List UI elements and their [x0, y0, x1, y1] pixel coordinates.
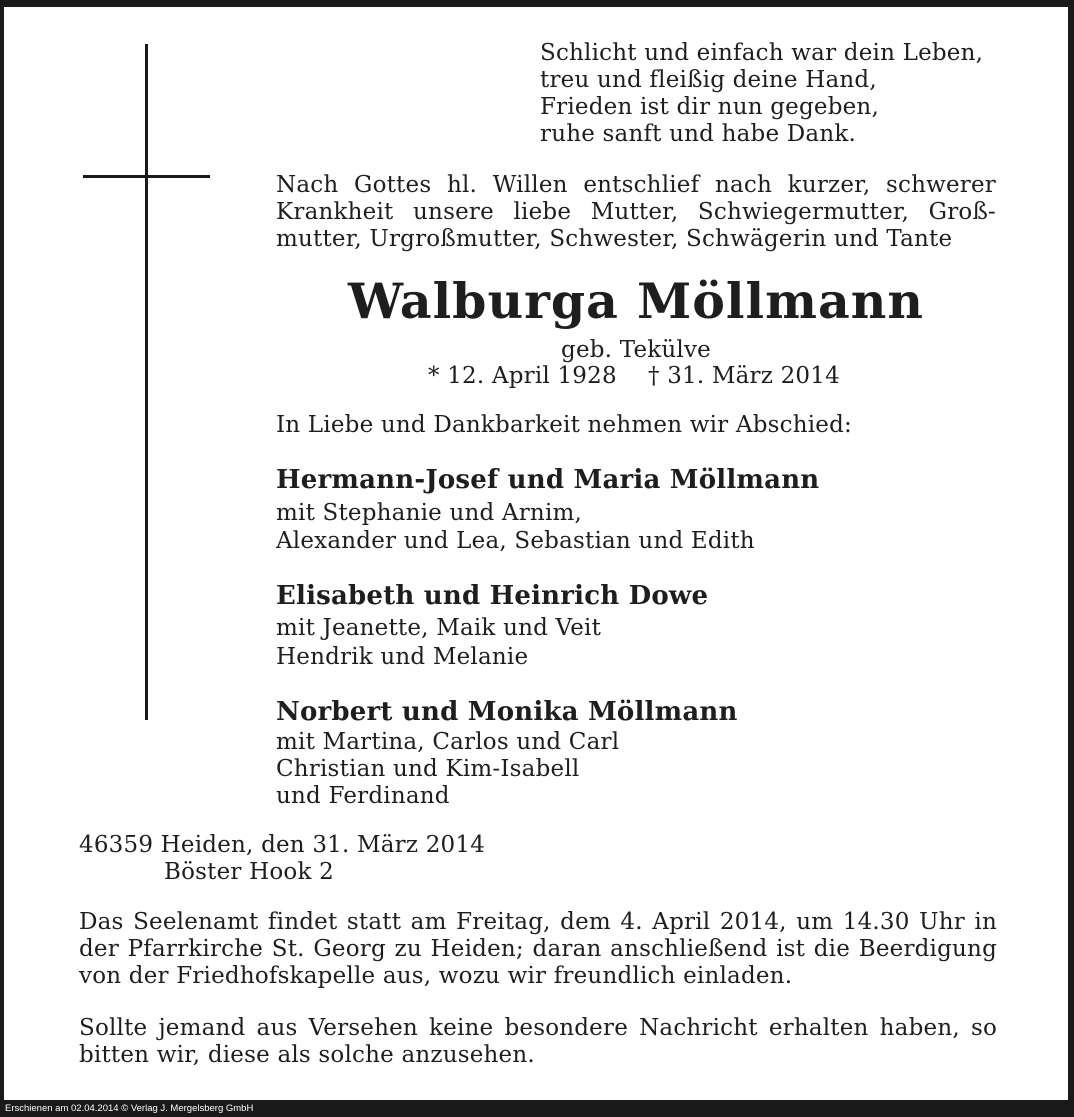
notice-line: bitten wir, diese als solche anzusehen. — [79, 1042, 535, 1068]
birth-date: * 12. April 1928 — [428, 363, 617, 389]
family-member-line: mit Jeanette, Maik und Veit — [276, 615, 602, 641]
poem-line: treu und fleißig deine Hand, — [540, 67, 877, 93]
family-member-line: mit Martina, Carlos und Carl — [276, 729, 620, 755]
intro-line: Nach Gottes hl. Willen entschlief nach kurzer, schwerer — [276, 172, 996, 198]
farewell-text: In Liebe und Dankbarkeit nehmen wir Abschied: — [276, 412, 852, 438]
notice-line: Sollte jemand aus Versehen keine besondere Nachricht erhalten haben, so — [79, 1015, 997, 1041]
family-name: Elisabeth und Heinrich Dowe — [276, 581, 709, 611]
poem-line: Schlicht und einfach war dein Leben, — [540, 40, 984, 66]
family-name: Norbert und Monika Möllmann — [276, 697, 738, 727]
poem-line: Frieden ist dir nun gegeben, — [540, 94, 879, 120]
family-member-line: Hendrik und Melanie — [276, 644, 529, 670]
cross-icon-bar — [83, 175, 210, 178]
footer-text: Erschienen am 02.04.2014 © Verlag J. Mergelsberg GmbH — [5, 1103, 254, 1114]
poem-line: ruhe sanft und habe Dank. — [540, 121, 856, 147]
family-name: Hermann-Josef und Maria Möllmann — [276, 465, 820, 495]
place-date: 46359 Heiden, den 31. März 2014 — [79, 832, 486, 858]
intro-line: Krankheit unsere liebe Mutter, Schwiegermutter, Groß- — [276, 199, 996, 225]
intro-line: mutter, Urgroßmutter, Schwester, Schwägerin und Tante — [276, 226, 953, 252]
family-member-line: und Ferdinand — [276, 783, 450, 809]
service-line: der Pfarrkirche St. Georg zu Heiden; daran anschließend ist die Beerdigung — [79, 936, 997, 962]
deceased-name: Walburga Möllmann — [348, 272, 924, 330]
maiden-name: geb. Tekülve — [561, 337, 711, 363]
family-member-line: Christian und Kim-Isabell — [276, 756, 580, 782]
publication-footer — [0, 1100, 1074, 1117]
cross-icon — [145, 44, 148, 720]
family-member-line: Alexander und Lea, Sebastian und Edith — [276, 528, 755, 554]
street-address: Böster Hook 2 — [164, 859, 334, 885]
death-date: † 31. März 2014 — [648, 363, 840, 389]
service-line: von der Friedhofskapelle aus, wozu wir freundlich einladen. — [79, 963, 793, 989]
family-member-line: mit Stephanie und Arnim, — [276, 500, 583, 526]
service-line: Das Seelenamt findet statt am Freitag, dem 4. April 2014, um 14.30 Uhr in — [79, 909, 997, 935]
